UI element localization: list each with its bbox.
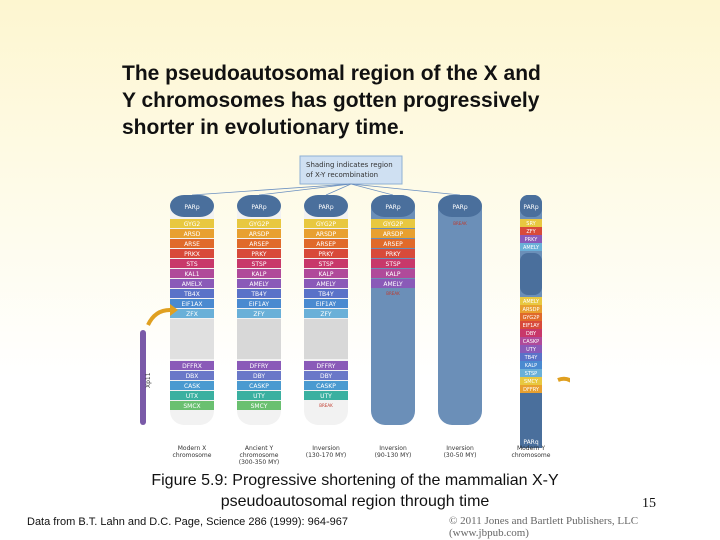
gene-label: ARSD [183, 231, 201, 238]
gene-label: PRKY [251, 251, 267, 258]
column-label: Inversion [379, 445, 407, 452]
gene-label: PRKY [524, 237, 538, 243]
title-line: Y chromosomes has gotten progressively [122, 89, 540, 112]
gene-label: KALP [385, 271, 401, 278]
gene-label: KALP [318, 271, 334, 278]
gene-label: TB4Y [251, 291, 267, 298]
gene-label: DBY [525, 331, 537, 337]
gene-label: STS [186, 261, 198, 268]
legend-pointer [351, 184, 393, 195]
gene-label: ZFY [253, 311, 265, 318]
gene-label: CASK [183, 383, 201, 390]
gene-label: STSP [524, 371, 538, 377]
gene-label: TB4Y [524, 355, 538, 361]
source-citation: Data from B.T. Lahn and D.C. Page, Science 286 (1999): 964-967 [27, 516, 349, 528]
gene-label: DFFRX [182, 363, 202, 370]
copyright-notice: © 2011 Jones and Bartlett Publishers, LLC (www.jbpub.com) [449, 515, 639, 539]
column-label: chromosome [239, 452, 279, 459]
gene-label: UTY [320, 393, 332, 400]
legend-line: of X-Y recombination [306, 171, 379, 179]
gene-label: ARSDP [382, 231, 404, 238]
column-label: (300-350 MY) [238, 459, 280, 466]
column-label: (130-170 MY) [305, 452, 347, 459]
break-label: BREAK [386, 291, 400, 296]
gene-label: DFFRY [523, 387, 539, 393]
gene-label: CASKP [249, 383, 269, 390]
gene-label: GYG2P [522, 315, 540, 321]
gene-label: UTX [185, 393, 199, 400]
gap-region [237, 319, 281, 359]
column-label: Inversion [446, 445, 474, 452]
column-label: chromosome [511, 452, 551, 459]
column-label: Modern X [177, 445, 207, 452]
gene-label: GYG2P [315, 221, 337, 228]
gene-label: ZFY [320, 311, 332, 318]
column-label: (30-50 MY) [443, 452, 477, 459]
gene-label: AMELY [383, 281, 403, 288]
gene-label: AMELY [522, 299, 540, 305]
column-label: Ancient Y [244, 445, 274, 452]
gene-label: ARSE [184, 241, 200, 248]
column-top-label: PARp [184, 204, 200, 211]
gene-label: GYG2 [183, 221, 201, 228]
gene-label: GYG2P [382, 221, 404, 228]
chromosome-columns [170, 195, 551, 466]
gene-label: PRKY [318, 251, 334, 258]
chromosome-figure [140, 150, 570, 470]
column-top-label: PARp [452, 204, 468, 211]
gene-label: SMCX [183, 403, 201, 410]
gene-label: ARSDP [522, 307, 540, 313]
gene-label: STSP [385, 261, 401, 268]
column-label: Inversion [312, 445, 340, 452]
gene-label: AMELY [249, 281, 269, 288]
gene-label: EIF1AX [181, 301, 203, 308]
gene-label: AMELY [522, 245, 540, 251]
column-top-label: PARp [251, 204, 267, 211]
gene-label: UTY [253, 393, 265, 400]
legend-arrows [192, 184, 460, 195]
gene-label: STSP [318, 261, 334, 268]
gene-label: ARSDP [248, 231, 270, 238]
chromosome-body [438, 195, 482, 425]
gene-label: DBY [319, 373, 333, 380]
gene-label: EIF1AY [248, 301, 270, 308]
column-top-label: PARp [523, 204, 539, 211]
gene-label: ARSDP [315, 231, 337, 238]
column-label: Modern Y [516, 445, 546, 452]
gap-region [170, 319, 214, 359]
gene-label: DBY [252, 373, 266, 380]
legend-line: Shading indicates region [306, 161, 393, 169]
title-line: shorter in evolutionary time. [122, 116, 405, 139]
gene-label: DFFRY [316, 363, 336, 370]
column-label: (90-130 MY) [374, 452, 412, 459]
right-arrow-icon [558, 379, 570, 390]
column-top-label: PARp [318, 204, 334, 211]
column-bottom-label: PARq [523, 439, 539, 446]
gene-label: KALP [251, 271, 267, 278]
gene-label: EIF1AY [315, 301, 337, 308]
gene-label: PRKX [184, 251, 200, 258]
gene-label: KAL1 [184, 271, 200, 278]
gene-label: CASKP [316, 383, 336, 390]
gene-label: EIF1AY [522, 323, 540, 329]
caption-line: Figure 5.9: Progressive shortening of the mammalian X-Y [151, 472, 559, 489]
gene-label: ARSEP [383, 241, 403, 248]
page-number: 15 [642, 496, 656, 511]
break-label: BREAK [453, 221, 467, 226]
gene-label: AMELX [181, 281, 203, 288]
break-label: BREAK [319, 403, 333, 408]
gene-label: ARSEP [249, 241, 269, 248]
gene-label: AMELY [316, 281, 336, 288]
left-arrow-icon [148, 310, 170, 325]
gap-region [304, 319, 348, 359]
gene-label: STSP [251, 261, 267, 268]
figure-caption [105, 470, 605, 512]
gene-label: ARSEP [316, 241, 336, 248]
gene-label: KALP [524, 363, 538, 369]
gene-label: CASKP [522, 339, 540, 345]
slide-title [122, 60, 642, 141]
gene-label: GYG2P [248, 221, 270, 228]
gene-label: PRKY [385, 251, 401, 258]
gene-label: TB4X [184, 291, 200, 298]
caption-line: pseudoautosomal region through time [220, 493, 490, 510]
centromere [520, 253, 542, 295]
gene-label: SMCY [524, 379, 538, 385]
gene-label: DFFRY [249, 363, 269, 370]
side-label: Xp11 [145, 372, 152, 388]
column-top-label: PARp [385, 204, 401, 211]
title-line: The pseudoautosomal region of the X and [122, 62, 541, 85]
column-label: chromosome [172, 452, 212, 459]
gene-label: UTY [526, 347, 536, 353]
gene-label: ZFY [526, 229, 536, 235]
legend-pointer [351, 184, 460, 195]
gene-label: TB4Y [318, 291, 334, 298]
gene-label: ZFX [186, 311, 198, 318]
gene-label: SMCY [250, 403, 268, 410]
gene-label: DBX [185, 373, 199, 380]
gene-label: SRY [526, 221, 536, 227]
